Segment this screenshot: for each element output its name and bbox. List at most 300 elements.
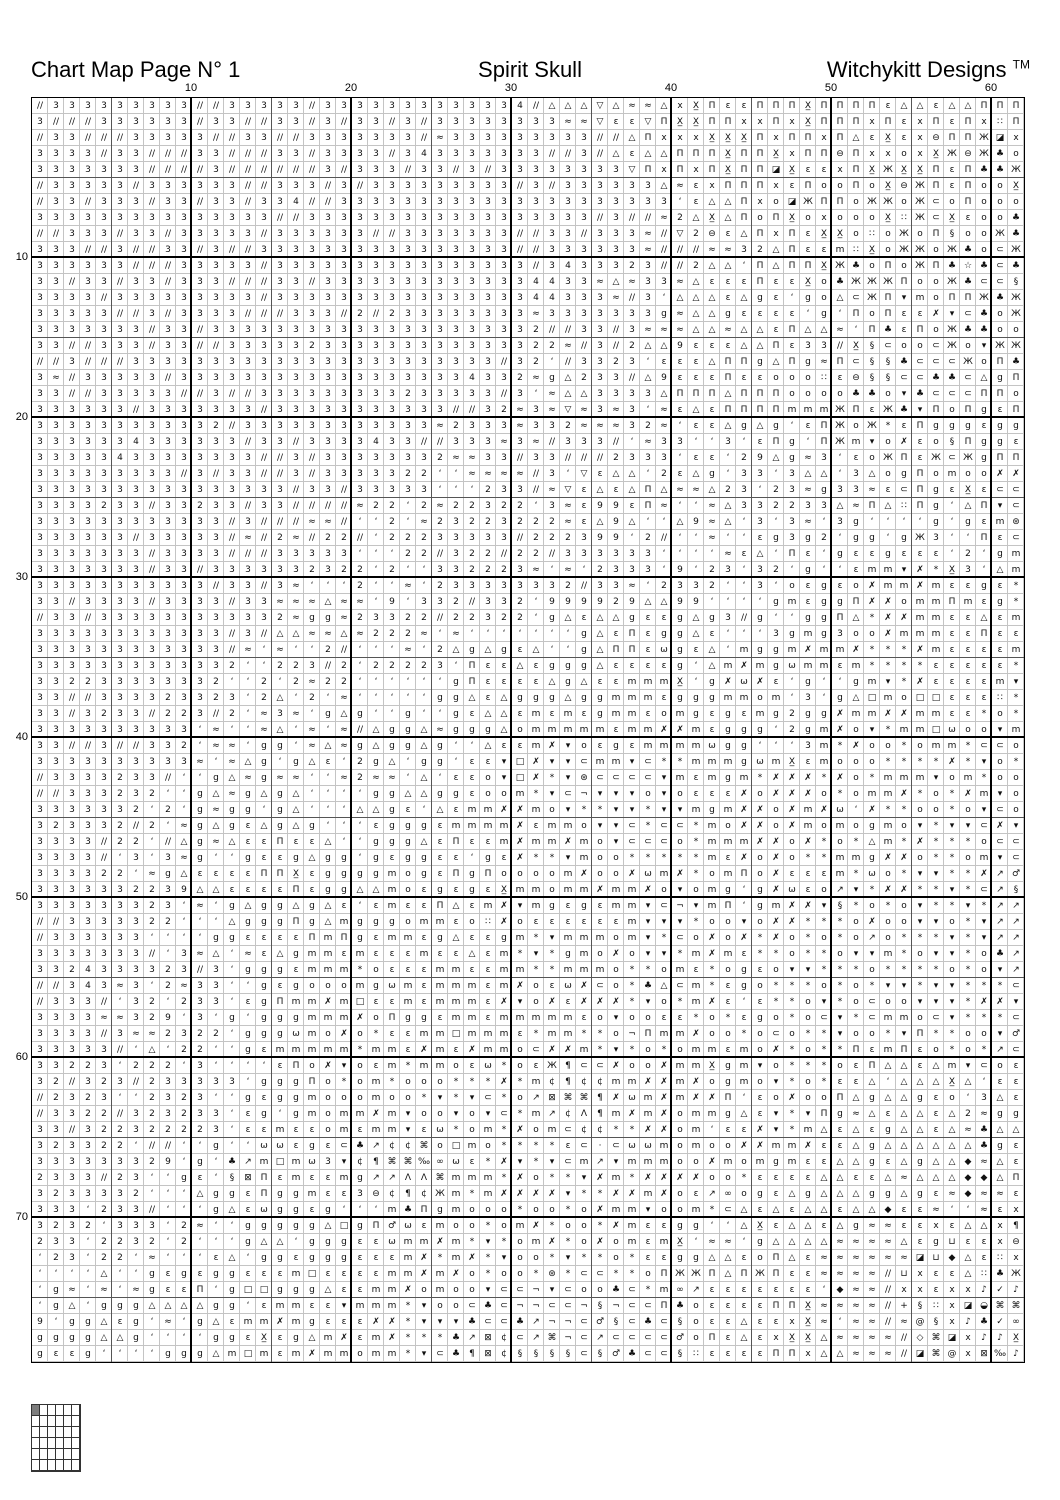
chart-cell: Ж <box>963 453 973 463</box>
chart-cell: ◪ <box>787 197 797 207</box>
chart-cell: 3 <box>165 853 171 863</box>
chart-cell: ω <box>836 805 844 815</box>
chart-cell: m <box>947 469 957 479</box>
chart-cell: m <box>579 837 589 847</box>
chart-cell: 3 <box>373 613 379 623</box>
chart-cell: o <box>485 773 491 783</box>
chart-cell: ✗ <box>708 1093 716 1103</box>
chart-cell: Π <box>468 677 476 687</box>
chart-cell: ♣ <box>1011 261 1021 271</box>
chart-cell: △ <box>660 149 668 159</box>
chart-cell: ε <box>661 661 667 671</box>
chart-cell: * <box>485 1157 491 1167</box>
chart-cell: 3 <box>37 741 43 751</box>
chart-cell: g <box>389 741 395 751</box>
chart-cell: § <box>869 341 875 351</box>
chart-cell: // <box>36 197 44 207</box>
chart-cell: 2 <box>421 533 427 543</box>
chart-cell: ▾ <box>501 773 507 783</box>
chart-cell: ✗ <box>516 805 524 815</box>
chart-cell: g <box>789 629 795 639</box>
chart-cell: ε <box>981 421 987 431</box>
chart-cell: 3 <box>533 405 539 415</box>
chart-cell: 3 <box>85 885 91 895</box>
chart-cell: ε <box>693 645 699 655</box>
chart-cell: ✗ <box>516 1173 524 1183</box>
chart-cell: 2 <box>965 1109 971 1119</box>
chart-cell: m <box>883 1013 893 1023</box>
chart-cell: x <box>789 117 795 127</box>
chart-cell: 3 <box>293 341 299 351</box>
chart-cell: o <box>501 1205 507 1215</box>
chart-cell: 3 <box>133 757 139 767</box>
chart-cell: § <box>885 373 891 383</box>
chart-cell: g <box>805 709 811 719</box>
chart-cell: 3 <box>341 469 347 479</box>
chart-cell: ⌘ <box>403 1157 413 1167</box>
chart-cell: // <box>132 181 140 191</box>
chart-cell: Π <box>916 469 924 479</box>
chart-cell: // <box>628 213 636 223</box>
chart-cell: ε <box>213 1253 219 1263</box>
chart-cell: 3 <box>37 565 43 575</box>
chart-cell: △ <box>852 1157 860 1167</box>
chart-cell: 3 <box>277 437 283 447</box>
chart-cell: g <box>277 1221 283 1231</box>
chart-cell: 3 <box>69 485 75 495</box>
chart-cell: ω <box>948 725 956 735</box>
chart-cell: ε <box>725 853 731 863</box>
chart-cell: Π <box>820 437 828 447</box>
chart-cell: g <box>261 997 267 1007</box>
chart-cell: m <box>339 1013 349 1023</box>
chart-cell: 3 <box>53 661 59 671</box>
chart-cell: ¬ <box>676 901 684 911</box>
chart-cell: ‘ <box>742 885 746 895</box>
chart-cell: 3 <box>69 213 75 223</box>
chart-cell: ε <box>613 485 619 495</box>
chart-cell: ≈ <box>196 949 204 959</box>
chart-cell: m <box>227 1349 237 1359</box>
chart-cell: g <box>197 821 203 831</box>
chart-cell: g <box>261 1077 267 1087</box>
chart-cell: ε <box>997 1205 1003 1215</box>
chart-cell: o <box>517 1253 523 1263</box>
chart-cell: 3 <box>85 325 91 335</box>
chart-cell: ▾ <box>661 773 667 783</box>
chart-cell: 3 <box>117 1205 123 1215</box>
chart-cell: ✗ <box>772 773 780 783</box>
chart-cell: △ <box>900 1189 908 1199</box>
chart-cell: * <box>981 1013 987 1023</box>
chart-cell: △ <box>772 357 780 367</box>
chart-cell: 3 <box>181 661 187 671</box>
chart-cell: △ <box>500 693 508 703</box>
chart-cell: 3 <box>37 325 43 335</box>
chart-cell: // <box>36 1093 44 1103</box>
chart-cell: ▾ <box>949 997 955 1007</box>
chart-cell: 3 <box>245 357 251 367</box>
chart-cell: o <box>757 869 763 879</box>
chart-cell: ◪ <box>915 1349 925 1359</box>
chart-cell: ε <box>645 1221 651 1231</box>
chart-cell: * <box>869 645 875 655</box>
chart-cell: x <box>917 149 923 159</box>
chart-cell: 3 <box>85 1189 91 1199</box>
chart-cell: // <box>36 789 44 799</box>
chart-cell: 3 <box>405 437 411 447</box>
chart-cell: m <box>627 1237 637 1247</box>
chart-cell: 3 <box>373 341 379 351</box>
chart-cell: △ <box>692 405 700 415</box>
chart-cell: o <box>677 1109 683 1119</box>
chart-cell: 3 <box>341 341 347 351</box>
chart-cell: ε <box>773 1189 779 1199</box>
chart-cell: △ <box>372 885 380 895</box>
chart-cell: △ <box>900 1125 908 1135</box>
chart-cell: 3 <box>437 309 443 319</box>
chart-cell: // <box>36 997 44 1007</box>
chart-cell: ∷ <box>997 693 1003 703</box>
chart-cell: 3 <box>133 197 139 207</box>
chart-cell: 2 <box>757 245 763 255</box>
chart-cell: 3 <box>485 613 491 623</box>
chart-cell: ⊖ <box>372 1189 380 1199</box>
chart-cell: 3 <box>133 645 139 655</box>
chart-cell: 3 <box>37 549 43 559</box>
chart-cell: o <box>981 949 987 959</box>
chart-cell: 3 <box>421 293 427 303</box>
chart-cell: ✗ <box>564 1045 572 1055</box>
chart-cell: g <box>357 917 363 927</box>
chart-cell: * <box>821 917 827 927</box>
chart-cell: 3 <box>213 261 219 271</box>
chart-cell: ▾ <box>901 389 907 399</box>
chart-cell: * <box>821 1029 827 1039</box>
chart-cell: □ <box>451 1141 461 1151</box>
chart-cell: 3 <box>85 421 91 431</box>
chart-cell: x <box>917 1269 923 1279</box>
chart-cell: * <box>693 853 699 863</box>
chart-cell: g <box>213 933 219 943</box>
chart-cell: g <box>773 533 779 543</box>
chart-cell: Π <box>708 165 716 175</box>
chart-cell: 3 <box>837 485 843 495</box>
chart-cell: ◆ <box>948 1253 956 1263</box>
chart-cell: 2 <box>117 773 123 783</box>
chart-cell: ⊂ <box>996 245 1004 255</box>
chart-cell: 2 <box>629 261 635 271</box>
chart-cell: m <box>659 869 669 879</box>
chart-cell: ε <box>453 885 459 895</box>
chart-cell: 2 <box>341 661 347 671</box>
chart-cell: ‘ <box>230 725 234 735</box>
chart-cell: ⊂ <box>596 981 604 991</box>
chart-cell: ≈ <box>612 293 620 303</box>
chart-cell: 3 <box>133 101 139 111</box>
chart-cell: ✗ <box>756 837 764 847</box>
chart-cell: * <box>1013 597 1019 607</box>
chart-cell: m <box>771 757 781 767</box>
chart-cell: ε <box>245 1269 251 1279</box>
chart-cell: 3 <box>245 421 251 431</box>
chart-cell: // <box>148 325 156 335</box>
chart-cell: // <box>228 277 236 287</box>
chart-cell: * <box>933 885 939 895</box>
chart-cell: △ <box>836 1221 844 1231</box>
chart-cell: g <box>677 613 683 623</box>
chart-cell: o <box>885 437 891 447</box>
chart-cell: Ж <box>915 245 925 255</box>
chart-cell: ‘ <box>150 981 154 991</box>
chart-cell: ⊂ <box>996 805 1004 815</box>
chart-cell: // <box>148 501 156 511</box>
chart-cell: ⊂ <box>900 373 908 383</box>
chart-cell: 3 <box>821 501 827 511</box>
chart-cell: o <box>565 1221 571 1231</box>
chart-cell: ¢ <box>501 1349 507 1359</box>
chart-cell: 3 <box>325 149 331 159</box>
chart-cell: 3 <box>325 213 331 223</box>
chart-cell: ▾ <box>917 901 923 911</box>
chart-cell: ‘ <box>950 533 954 543</box>
chart-cell: 3 <box>85 1141 91 1151</box>
chart-cell: ▾ <box>997 501 1003 511</box>
chart-cell: // <box>196 197 204 207</box>
chart-cell: g <box>997 1141 1003 1151</box>
chart-cell: // <box>228 165 236 175</box>
chart-cell: ε <box>613 629 619 639</box>
chart-cell: g <box>661 309 667 319</box>
chart-cell: △ <box>756 341 764 351</box>
chart-cell: 2 <box>101 1253 107 1263</box>
chart-cell: o <box>981 837 987 847</box>
chart-cell: ε <box>949 709 955 719</box>
chart-cell: ε <box>805 1269 811 1279</box>
chart-cell: o <box>885 869 891 879</box>
chart-cell: ⊂ <box>868 1013 876 1023</box>
chart-cell: △ <box>324 1221 332 1231</box>
chart-cell: Π <box>740 405 748 415</box>
chart-cell: * <box>405 1061 411 1071</box>
chart-cell: ‘ <box>214 853 218 863</box>
chart-cell: ♣ <box>963 277 973 287</box>
chart-cell: ▾ <box>453 1317 459 1327</box>
chart-cell: ε <box>853 1173 859 1183</box>
chart-cell: △ <box>100 1269 108 1279</box>
chart-cell: // <box>132 741 140 751</box>
chart-cell: ε <box>245 1333 251 1343</box>
chart-cell: // <box>148 949 156 959</box>
chart-cell: 3 <box>277 181 283 191</box>
chart-cell: ω <box>564 981 572 991</box>
chart-cell: ♣ <box>995 293 1005 303</box>
chart-cell: m <box>659 1237 669 1247</box>
chart-cell: m <box>883 773 893 783</box>
chart-cell: ≈ <box>820 1301 828 1311</box>
chart-cell: g <box>373 917 379 927</box>
chart-cell: ε <box>469 965 475 975</box>
chart-cell: Π <box>836 101 844 111</box>
chart-cell: 3 <box>53 965 59 975</box>
chart-cell: o <box>501 789 507 799</box>
chart-cell: 3 <box>197 1093 203 1103</box>
chart-cell: g <box>885 1125 891 1135</box>
chart-cell: ✗ <box>548 997 556 1007</box>
chart-cell: ↗ <box>1012 933 1020 943</box>
chart-cell: ⊂ <box>980 821 988 831</box>
chart-cell: // <box>260 293 268 303</box>
chart-cell: 3 <box>149 277 155 287</box>
chart-cell: o <box>917 229 923 239</box>
chart-cell: ♣ <box>835 277 845 287</box>
chart-cell: 3 <box>117 1221 123 1231</box>
chart-cell: ε <box>421 901 427 911</box>
chart-cell: ε <box>773 1285 779 1295</box>
chart-cell: 2 <box>149 821 155 831</box>
chart-cell: 3 <box>197 709 203 719</box>
chart-cell: 3 <box>309 229 315 239</box>
chart-cell: ∷ <box>997 117 1003 127</box>
chart-cell: * <box>405 1317 411 1327</box>
chart-cell: ε <box>805 245 811 255</box>
chart-cell: ‘ <box>182 1013 186 1023</box>
chart-cell: ‘ <box>358 821 362 831</box>
row-label: 10 <box>15 251 28 263</box>
chart-cell: g <box>821 629 827 639</box>
chart-cell: o <box>901 341 907 351</box>
chart-cell: 3 <box>645 277 651 287</box>
chart-cell: ✗ <box>548 1189 556 1199</box>
chart-cell: ✗ <box>404 1285 412 1295</box>
chart-cell: 3 <box>165 901 171 911</box>
chart-cell: ‘ <box>422 677 426 687</box>
chart-cell: * <box>949 1045 955 1055</box>
chart-cell: ε <box>965 613 971 623</box>
chart-cell: 3 <box>421 277 427 287</box>
chart-cell: 3 <box>277 565 283 575</box>
chart-cell: ¬ <box>612 1301 620 1311</box>
chart-cell: △ <box>436 805 444 815</box>
chart-cell: m <box>339 917 349 927</box>
chart-cell: 3 <box>37 245 43 255</box>
chart-cell: 3 <box>485 453 491 463</box>
chart-cell: ε <box>725 981 731 991</box>
chart-cell: ω <box>388 981 396 991</box>
chart-cell: △ <box>660 101 668 111</box>
chart-cell: ε <box>933 677 939 687</box>
chart-cell: ▾ <box>917 821 923 831</box>
chart-cell: 3 <box>117 965 123 975</box>
chart-cell: ε <box>773 1221 779 1231</box>
chart-cell: 3 <box>437 341 443 351</box>
chart-cell: m <box>451 965 461 975</box>
chart-cell: 3 <box>277 293 283 303</box>
chart-cell: * <box>533 1269 539 1279</box>
chart-cell: 3 <box>389 485 395 495</box>
chart-cell: ✗ <box>516 1189 524 1199</box>
chart-cell: § <box>597 1301 603 1311</box>
chart-cell: g <box>677 1221 683 1231</box>
chart-cell: ⊛ <box>580 773 588 783</box>
chart-cell: 2 <box>149 997 155 1007</box>
chart-cell: 3 <box>181 629 187 639</box>
chart-cell: 3 <box>453 517 459 527</box>
chart-cell: 3 <box>213 373 219 383</box>
chart-cell: ≈ <box>708 1237 716 1247</box>
chart-cell: 3 <box>37 1125 43 1135</box>
chart-cell: ⊂ <box>964 389 972 399</box>
chart-cell: ω <box>644 1141 652 1151</box>
chart-cell: 3 <box>149 469 155 479</box>
chart-cell: △ <box>804 469 812 479</box>
chart-cell: ♪ <box>997 1333 1003 1343</box>
chart-cell: 3 <box>197 181 203 191</box>
chart-cell: ≈ <box>212 805 220 815</box>
chart-cell: 3 <box>965 565 971 575</box>
chart-cell: g <box>309 613 315 623</box>
chart-cell: m <box>723 805 733 815</box>
chart-cell: m <box>307 1189 317 1199</box>
chart-cell: △ <box>644 149 652 159</box>
chart-cell: * <box>501 1237 507 1247</box>
chart-cell: 3 <box>437 117 443 127</box>
chart-cell: ε <box>917 1221 923 1231</box>
chart-cell: 3 <box>197 549 203 559</box>
chart-cell: // <box>196 165 204 175</box>
chart-cell: △ <box>756 549 764 559</box>
chart-cell: ▾ <box>981 805 987 815</box>
chart-cell: ≈ <box>292 709 300 719</box>
chart-cell: o <box>693 933 699 943</box>
chart-cell: * <box>853 837 859 847</box>
chart-cell: ≈ <box>340 773 348 783</box>
chart-cell: ‘ <box>246 741 250 751</box>
chart-cell: 2 <box>501 565 507 575</box>
chart-cell: ε <box>325 1189 331 1199</box>
chart-cell: Π <box>1012 453 1020 463</box>
chart-cell: ‘ <box>134 1093 138 1103</box>
chart-cell: g <box>325 709 331 719</box>
chart-cell: ‘ <box>726 629 730 639</box>
chart-cell: // <box>516 533 524 543</box>
chart-cell: ε <box>789 277 795 287</box>
chart-cell: m <box>563 965 573 975</box>
chart-cell: ε <box>709 405 715 415</box>
chart-cell: o <box>805 997 811 1007</box>
chart-cell: 2 <box>613 597 619 607</box>
chart-cell: g <box>277 1285 283 1295</box>
chart-cell: // <box>100 1173 108 1183</box>
chart-cell: // <box>580 581 588 591</box>
chart-cell: △ <box>564 373 572 383</box>
chart-cell: Π <box>772 437 780 447</box>
chart-cell: g <box>325 869 331 879</box>
chart-cell: g <box>293 757 299 767</box>
chart-cell: 3 <box>85 853 91 863</box>
chart-cell: ‘ <box>838 565 842 575</box>
chart-cell: ‘ <box>278 757 282 767</box>
row-label: 20 <box>15 411 28 423</box>
chart-cell: ✗ <box>980 997 988 1007</box>
chart-cell: o <box>933 805 939 815</box>
chart-cell: m <box>371 1077 381 1087</box>
chart-cell: * <box>821 837 827 847</box>
chart-cell: 3 <box>453 133 459 143</box>
chart-cell: 3 <box>37 373 43 383</box>
chart-cell: 2 <box>421 469 427 479</box>
chart-cell: 3 <box>101 965 107 975</box>
